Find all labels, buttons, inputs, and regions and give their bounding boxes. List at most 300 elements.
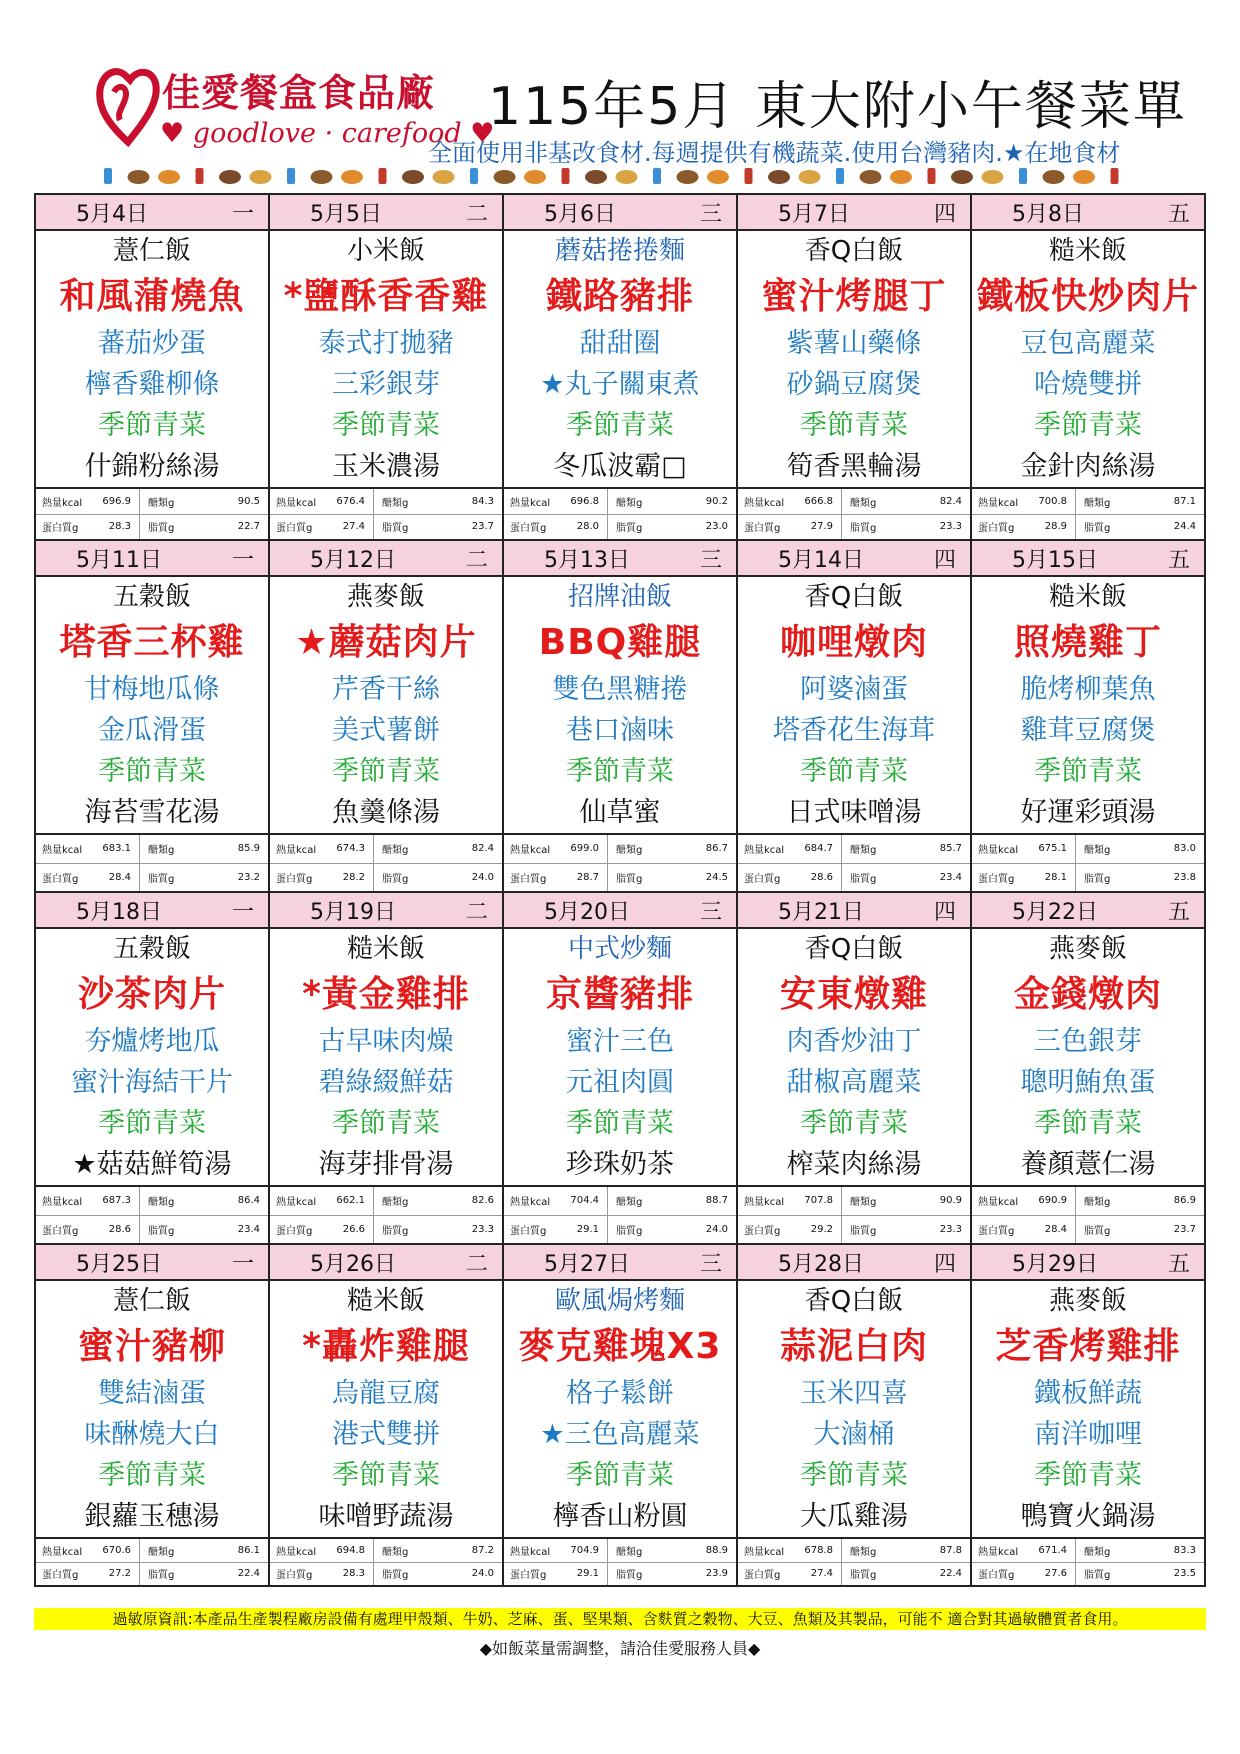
food-deco-icon (982, 170, 1004, 184)
staple-dish: 香Q白飯 (804, 934, 904, 964)
menu-cell (504, 929, 738, 1185)
kcal-value: 694.8 (322, 1539, 374, 1562)
nutrition-cell (36, 1539, 270, 1585)
protein-value: 28.7 (556, 864, 608, 892)
date-label: 5月8日 (1012, 201, 1084, 227)
staple-dish: 燕麥飯 (1048, 934, 1127, 964)
subtitle-text-b: 在地食材 (1024, 139, 1121, 167)
weekday-label: 四 (933, 547, 956, 573)
food-deco-icon (951, 170, 973, 184)
date-cell (36, 195, 270, 229)
fat-label: 脂質g (850, 523, 877, 535)
staple-dish: 燕麥飯 (346, 582, 425, 612)
vegetable-dish: 季節青菜 (98, 1108, 206, 1139)
fat-value: 23.5 (1173, 1568, 1196, 1580)
date-row (36, 541, 1204, 577)
week-block (36, 195, 1204, 541)
logo-english-name: ♥ goodlove · carefood ♥ (160, 118, 495, 149)
weekday-label: 五 (1167, 1251, 1190, 1277)
carb-label: 醣類g (1084, 845, 1111, 857)
main-dish: 咖哩燉肉 (779, 622, 928, 663)
soup-dish: 玉米濃湯 (332, 451, 440, 482)
protein-label: 蛋白質g (510, 1570, 547, 1582)
protein-value: 27.2 (88, 1563, 140, 1586)
protein-label: 蛋白質g (42, 523, 79, 535)
nutrition-cell (270, 835, 504, 891)
side-dish-1: 甘梅地瓜條 (84, 674, 220, 705)
nutrition-line (36, 1539, 268, 1562)
date-cell (36, 1245, 270, 1279)
side-dish-1: 三色銀芽 (1034, 1026, 1142, 1057)
logo (96, 58, 495, 158)
protein-value: 28.0 (556, 515, 608, 540)
carb-label: 醣類g (850, 497, 877, 509)
main-dish: *鹽酥香香雞 (283, 276, 489, 317)
date-cell (36, 541, 270, 575)
nutrition-line (36, 1562, 268, 1586)
kcal-value: 707.8 (790, 1187, 842, 1215)
staple-dish: 糙米飯 (1048, 236, 1127, 266)
nutrition-line (270, 1562, 502, 1586)
menu-table (34, 193, 1206, 1587)
footer-note: ◆如飯菜量需調整，請洽佳愛服務人員◆ (479, 1639, 761, 1658)
protein-value: 28.3 (88, 515, 140, 540)
date-label: 5月4日 (76, 201, 148, 227)
date-row (36, 1245, 1204, 1281)
fat-value: 24.0 (471, 1568, 494, 1580)
protein-value: 27.9 (790, 515, 842, 540)
protein-label: 蛋白質g (276, 523, 313, 535)
main-dish: 塔香三杯雞 (59, 622, 245, 663)
vegetable-dish: 季節青菜 (98, 756, 206, 787)
fat-value: 23.0 (705, 521, 728, 533)
weekday-label: 三 (699, 1251, 722, 1277)
nutrition-cell (972, 489, 1204, 539)
kcal-value: 690.9 (1024, 1187, 1076, 1215)
staple-dish: 蘑菇捲捲麵 (554, 236, 685, 266)
soup-dish: 珍珠奶茶 (566, 1149, 674, 1180)
side-dish-1: 烏龍豆腐 (332, 1378, 440, 1409)
week-block (36, 1245, 1204, 1585)
menu-cell (504, 1281, 738, 1537)
weekday-label: 二 (465, 899, 488, 925)
side-dish-2: 金瓜滑蛋 (98, 715, 206, 746)
protein-label: 蛋白質g (276, 873, 313, 885)
main-dish: 和風蒲燒魚 (59, 276, 245, 317)
vegetable-dish: 季節青菜 (332, 756, 440, 787)
fat-value: 23.3 (939, 521, 962, 533)
carb-value: 86.4 (237, 1195, 260, 1207)
carb-value: 87.8 (939, 1544, 962, 1556)
food-deco-icon (616, 170, 638, 184)
protein-value: 28.6 (790, 864, 842, 892)
side-dish-2: 元祖肉圓 (566, 1067, 674, 1098)
kcal-label: 熱量kcal (744, 1546, 785, 1558)
weekday-label: 二 (465, 1251, 488, 1277)
nutrition-line (738, 1539, 970, 1562)
nutrition-cell (972, 1539, 1204, 1585)
weekday-label: 一 (231, 899, 254, 925)
date-cell (738, 893, 972, 927)
food-deco-icon (1111, 168, 1119, 184)
carb-value: 82.4 (471, 843, 494, 855)
carb-label: 醣類g (148, 1546, 175, 1558)
menu-cell (738, 929, 972, 1185)
nutrition-line (504, 514, 736, 540)
weekday-label: 二 (465, 201, 488, 227)
carb-label: 醣類g (616, 497, 643, 509)
side-dish-1: 夯爐烤地瓜 (84, 1026, 220, 1057)
weekday-label: 四 (933, 201, 956, 227)
food-deco-icon (890, 170, 912, 184)
nutrition-cell (36, 489, 270, 539)
food-deco-icon (494, 170, 516, 184)
protein-label: 蛋白質g (744, 523, 781, 535)
food-deco-icon (341, 170, 363, 184)
staple-dish: 香Q白飯 (804, 582, 904, 612)
weekday-label: 二 (465, 547, 488, 573)
carb-value: 90.2 (705, 495, 728, 507)
fat-label: 脂質g (382, 1570, 409, 1582)
carb-label: 醣類g (382, 497, 409, 509)
nutrition-cell (504, 489, 738, 539)
protein-label: 蛋白質g (42, 1225, 79, 1237)
nutrition-cell (270, 1539, 504, 1585)
carb-value: 88.7 (705, 1195, 728, 1207)
allergy-notice: 過敏原資訊:本產品生產製程廠房設備有處理甲殼類、牛奶、芝麻、蛋、堅果類、含麩質之穀物、大豆、魚類及其製品，可能不 適合對其過敏體質者食用。 (34, 1608, 1206, 1630)
soup-dish: 榨菜肉絲湯 (786, 1149, 922, 1180)
week-block (36, 541, 1204, 893)
vegetable-dish: 季節青菜 (1034, 1108, 1142, 1139)
nutrition-line (972, 1187, 1204, 1215)
protein-label: 蛋白質g (978, 523, 1015, 535)
date-label: 5月5日 (310, 201, 382, 227)
kcal-label: 熱量kcal (978, 1546, 1019, 1558)
carb-label: 醣類g (850, 1197, 877, 1209)
date-cell (270, 541, 504, 575)
main-dish: ★蘑菇肉片 (295, 622, 477, 663)
date-label: 5月29日 (1012, 1251, 1098, 1277)
main-dish: *轟炸雞腿 (302, 1326, 470, 1367)
nutrition-line (972, 863, 1204, 892)
date-label: 5月14日 (778, 547, 864, 573)
soup-dish: 鴨寶火鍋湯 (1020, 1501, 1156, 1532)
side-dish-2: 大滷桶 (813, 1419, 895, 1450)
main-dish: BBQ雞腿 (538, 622, 702, 663)
food-deco-icon (836, 168, 844, 184)
main-dish: *黃金雞排 (302, 974, 470, 1015)
nutrition-line (972, 1215, 1204, 1244)
fat-value: 24.4 (1173, 521, 1196, 533)
nutrition-cell (270, 1187, 504, 1243)
date-label: 5月18日 (76, 899, 162, 925)
staple-dish: 中式炒麵 (567, 934, 672, 964)
soup-dish: 冬瓜波霸□ (553, 451, 687, 482)
soup-dish: 好運彩頭湯 (1020, 797, 1156, 828)
side-dish-2: 味醂燒大白 (84, 1419, 220, 1450)
side-dish-1: 紫薯山藥條 (786, 328, 922, 359)
staple-dish: 香Q白飯 (804, 1286, 904, 1316)
fat-value: 24.0 (705, 1223, 728, 1235)
nutrition-cell (738, 835, 972, 891)
date-label: 5月13日 (544, 547, 630, 573)
weekday-label: 一 (231, 1251, 254, 1277)
carb-value: 88.9 (705, 1544, 728, 1556)
main-dish: 鐵路豬排 (545, 276, 694, 317)
kcal-label: 熱量kcal (744, 497, 785, 509)
nutrition-cell (972, 835, 1204, 891)
soup-dish: 味噌野蔬湯 (318, 1501, 454, 1532)
food-deco-icon (745, 168, 753, 184)
protein-label: 蛋白質g (978, 873, 1015, 885)
nutrition-cell (504, 835, 738, 891)
food-deco-icon (1073, 170, 1095, 184)
carb-label: 醣類g (1084, 1197, 1111, 1209)
date-label: 5月20日 (544, 899, 630, 925)
kcal-value: 696.8 (556, 489, 608, 514)
kcal-value: 666.8 (790, 489, 842, 514)
fat-value: 23.3 (939, 1223, 962, 1235)
menu-cell (270, 1281, 504, 1537)
food-deco-icon (707, 170, 729, 184)
kcal-label: 熱量kcal (978, 497, 1019, 509)
side-dish-2: 甜椒高麗菜 (786, 1067, 922, 1098)
kcal-label: 熱量kcal (510, 845, 551, 857)
staple-dish: 燕麥飯 (1048, 1286, 1127, 1316)
nutrition-line (504, 1215, 736, 1244)
side-dish-1: 格子鬆餅 (566, 1378, 674, 1409)
carb-value: 87.1 (1173, 495, 1196, 507)
side-dish-1: 玉米四喜 (800, 1378, 908, 1409)
food-deco-icon (799, 170, 821, 184)
protein-label: 蛋白質g (978, 1225, 1015, 1237)
date-cell (972, 1245, 1204, 1279)
carb-label: 醣類g (616, 1197, 643, 1209)
protein-label: 蛋白質g (744, 1570, 781, 1582)
side-dish-2: 巷口滷味 (566, 715, 674, 746)
date-cell (270, 893, 504, 927)
main-dish: 鐵板快炒肉片 (976, 276, 1199, 317)
nutrition-line (972, 835, 1204, 863)
carb-label: 醣類g (850, 1546, 877, 1558)
nutrition-line (270, 835, 502, 863)
carb-label: 醣類g (616, 1546, 643, 1558)
protein-label: 蛋白質g (744, 1225, 781, 1237)
carb-value: 83.3 (1173, 1544, 1196, 1556)
weekday-label: 五 (1167, 201, 1190, 227)
food-deco-icon (470, 168, 478, 184)
date-cell (738, 1245, 972, 1279)
vegetable-dish: 季節青菜 (800, 756, 908, 787)
carb-label: 醣類g (382, 845, 409, 857)
staple-dish: 糙米飯 (1048, 582, 1127, 612)
fat-value: 23.7 (471, 521, 494, 533)
kcal-label: 熱量kcal (510, 1197, 551, 1209)
soup-dish: 金針肉絲湯 (1020, 451, 1156, 482)
date-label: 5月12日 (310, 547, 396, 573)
kcal-label: 熱量kcal (276, 497, 317, 509)
nutrition-cell (270, 489, 504, 539)
kcal-value: 704.4 (556, 1187, 608, 1215)
menu-cell (270, 929, 504, 1185)
kcal-label: 熱量kcal (510, 497, 551, 509)
weekday-label: 四 (933, 1251, 956, 1277)
fat-value: 23.3 (471, 1223, 494, 1235)
staple-dish: 小米飯 (346, 236, 425, 266)
kcal-label: 熱量kcal (276, 1197, 317, 1209)
side-dish-1: 脆烤柳葉魚 (1020, 674, 1156, 705)
carb-label: 醣類g (382, 1197, 409, 1209)
kcal-label: 熱量kcal (42, 497, 83, 509)
food-deco-icon (128, 170, 150, 184)
vegetable-dish: 季節青菜 (1034, 1460, 1142, 1491)
carb-value: 83.0 (1173, 843, 1196, 855)
fat-value: 22.4 (939, 1568, 962, 1580)
kcal-value: 704.9 (556, 1539, 608, 1562)
side-dish-2: 港式雙拼 (332, 1419, 440, 1450)
carb-label: 醣類g (148, 497, 175, 509)
vegetable-dish: 季節青菜 (566, 756, 674, 787)
date-cell (270, 1245, 504, 1279)
soup-dish: 大瓜雞湯 (800, 1501, 908, 1532)
soup-dish: 海苔雪花湯 (84, 797, 220, 828)
soup-dish: 日式味噌湯 (786, 797, 922, 828)
menu-cell (972, 929, 1204, 1185)
soup-dish: 檸香山粉圓 (552, 1501, 688, 1532)
kcal-label: 熱量kcal (744, 1197, 785, 1209)
nutrition-row (36, 1539, 1204, 1585)
menu-row (36, 929, 1204, 1187)
protein-value: 29.1 (556, 1563, 608, 1586)
food-deco-icon (1043, 170, 1065, 184)
staple-dish: 五穀飯 (112, 934, 191, 964)
kcal-value: 699.0 (556, 835, 608, 863)
kcal-label: 熱量kcal (276, 1546, 317, 1558)
nutrition-line (504, 1187, 736, 1215)
main-dish: 芝香烤雞排 (995, 1326, 1181, 1367)
carb-value: 86.9 (1173, 1195, 1196, 1207)
kcal-value: 683.1 (88, 835, 140, 863)
menu-cell (972, 231, 1204, 487)
carb-value: 82.4 (939, 495, 962, 507)
soup-dish: 魚羹條湯 (332, 797, 440, 828)
fat-value: 23.4 (237, 1223, 260, 1235)
carb-value: 90.9 (939, 1195, 962, 1207)
menu-cell (738, 1281, 972, 1537)
kcal-value: 674.3 (322, 835, 374, 863)
staple-dish: 糙米飯 (346, 1286, 425, 1316)
carb-label: 醣類g (850, 845, 877, 857)
food-deco-icon (1019, 168, 1027, 184)
menu-cell (504, 231, 738, 487)
protein-label: 蛋白質g (42, 873, 79, 885)
weekday-label: 三 (699, 899, 722, 925)
protein-value: 28.3 (322, 1563, 374, 1586)
weekday-label: 三 (699, 547, 722, 573)
menu-cell (504, 577, 738, 833)
date-cell (738, 195, 972, 229)
side-dish-2: 美式薯餅 (332, 715, 440, 746)
menu-cell (36, 929, 270, 1185)
nutrition-line (504, 863, 736, 892)
date-row (36, 893, 1204, 929)
side-dish-2: 塔香花生海茸 (773, 715, 935, 746)
protein-label: 蛋白質g (42, 1570, 79, 1582)
nutrition-line (738, 514, 970, 540)
kcal-label: 熱量kcal (978, 845, 1019, 857)
side-dish-2: ★丸子關東煮 (540, 369, 700, 400)
soup-dish: 什錦粉絲湯 (84, 451, 220, 482)
date-cell (972, 195, 1204, 229)
weekday-label: 五 (1167, 547, 1190, 573)
carb-label: 醣類g (1084, 497, 1111, 509)
side-dish-1: 豆包高麗菜 (1020, 328, 1156, 359)
menu-cell (738, 577, 972, 833)
date-cell (972, 541, 1204, 575)
menu-cell (36, 1281, 270, 1537)
fat-value: 23.4 (939, 871, 962, 883)
protein-label: 蛋白質g (510, 1225, 547, 1237)
protein-value: 26.6 (322, 1216, 374, 1244)
protein-value: 28.6 (88, 1216, 140, 1244)
nutrition-row (36, 835, 1204, 893)
menu-cell (972, 577, 1204, 833)
fat-label: 脂質g (1084, 1570, 1111, 1582)
nutrition-cell (738, 1539, 972, 1585)
date-label: 5月15日 (1012, 547, 1098, 573)
staple-dish: 薏仁飯 (112, 236, 191, 266)
side-dish-1: 芹香干絲 (332, 674, 440, 705)
protein-value: 28.9 (1024, 515, 1076, 540)
vegetable-dish: 季節青菜 (1034, 410, 1142, 441)
nutrition-cell (738, 1187, 972, 1243)
nutrition-line (972, 1562, 1204, 1586)
staple-dish: 五穀飯 (112, 582, 191, 612)
soup-dish: ★菇菇鮮筍湯 (72, 1149, 232, 1180)
protein-value: 28.1 (1024, 864, 1076, 892)
staple-dish: 歐風焗烤麵 (554, 1286, 685, 1316)
nutrition-line (36, 489, 268, 514)
weekday-label: 四 (933, 899, 956, 925)
staple-dish: 招牌油飯 (567, 582, 672, 612)
date-label: 5月22日 (1012, 899, 1098, 925)
nutrition-line (36, 1215, 268, 1244)
soup-dish: 海芽排骨湯 (318, 1149, 454, 1180)
side-dish-1: 泰式打拋豬 (318, 328, 454, 359)
kcal-label: 熱量kcal (276, 845, 317, 857)
main-dish: 蒜泥白肉 (779, 1326, 928, 1367)
carb-value: 82.6 (471, 1195, 494, 1207)
nutrition-line (36, 1187, 268, 1215)
nutrition-line (972, 1539, 1204, 1562)
side-dish-2: 雞茸豆腐煲 (1020, 715, 1156, 746)
nutrition-line (738, 1187, 970, 1215)
nutrition-line (504, 1539, 736, 1562)
fat-label: 脂質g (850, 873, 877, 885)
date-row (36, 195, 1204, 231)
vegetable-dish: 季節青菜 (332, 410, 440, 441)
food-deco-icon (158, 170, 180, 184)
nutrition-line (738, 489, 970, 514)
kcal-label: 熱量kcal (510, 1546, 551, 1558)
soup-dish: 養顏薏仁湯 (1020, 1149, 1156, 1180)
side-dish-1: 甜甜圈 (579, 328, 661, 359)
date-label: 5月28日 (778, 1251, 864, 1277)
vegetable-dish: 季節青菜 (1034, 756, 1142, 787)
nutrition-line (270, 489, 502, 514)
kcal-value: 662.1 (322, 1187, 374, 1215)
nutrition-cell (36, 835, 270, 891)
